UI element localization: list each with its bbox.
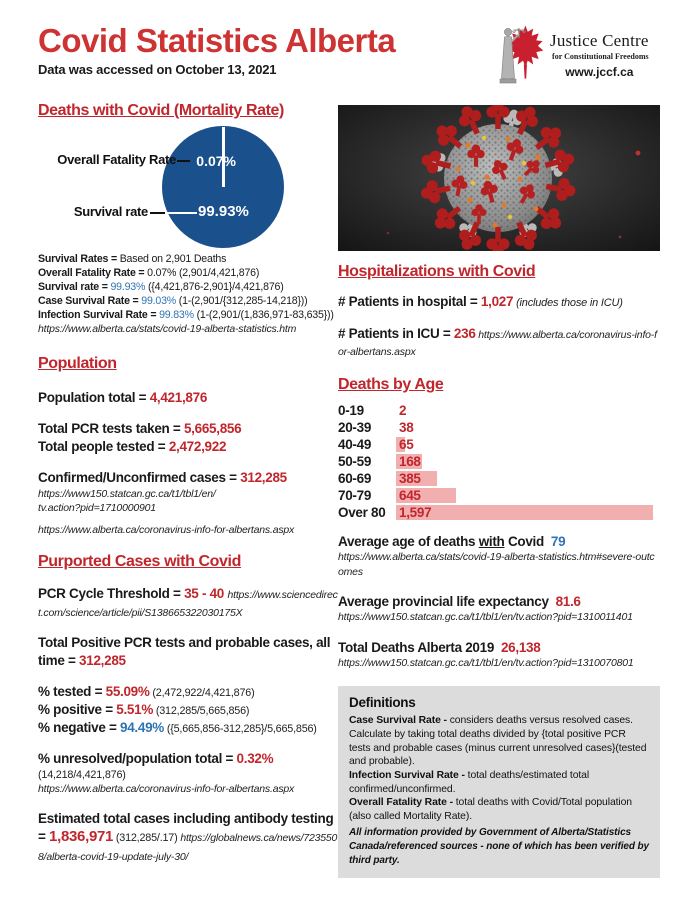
deaths-by-age-chart xyxy=(338,402,660,521)
stat-patients-hospital: # Patients in hospital = 1,027 (includes those in ICU) xyxy=(338,294,623,309)
stat-life-expectancy: Average provincial life expectancy 81.6 https://www150.statcan.gc.ca/t1/tbl1/en/tv.action?pid=1310011401 xyxy=(338,593,660,625)
logo-org-tagline: for Constitutional Freedoms xyxy=(552,52,649,61)
stat-patients-icu: # Patients in ICU = 236 https://www.alberta.ca/coronavirus-info-for-albertans.aspx xyxy=(338,325,657,359)
section-heading-deaths-by-age: Deaths by Age xyxy=(338,375,444,393)
source-url: https://www.sciencedirect.com/science/article/pii/S138665322030175X xyxy=(38,589,338,619)
maple-leaf-lady-justice-icon xyxy=(492,22,548,88)
unresolved-detail: (14,218/4,421,876) xyxy=(38,768,126,781)
definitions-title: Definitions xyxy=(349,695,416,711)
definition-entry: Overall Fatality Rate - total deaths with Covid/Total population (also called Mortality Rate). xyxy=(349,797,632,823)
survival-rates-notes xyxy=(38,252,338,337)
section-heading-population: Population xyxy=(38,354,117,372)
section-heading-hospitalizations: Hospitalizations with Covid xyxy=(338,263,536,280)
definitions-box xyxy=(338,686,660,878)
stat-total-positive: Total Positive PCR tests and probable cases, all time = 312,285 xyxy=(38,635,331,668)
source-url: https://globalnews.ca/news/7235508/alberta-covid-19-update-july-30/ xyxy=(38,832,338,863)
age-row: 50-59 168 xyxy=(338,453,421,469)
note-line: Infection Survival Rate = 99.83% (1-(2,901/(1,836,971-83,635})) xyxy=(38,309,334,322)
left-column xyxy=(38,102,338,864)
right-column xyxy=(338,105,660,878)
age-bar xyxy=(396,505,653,520)
source-url: https://www150.statcan.gc.ca/t1/tbl1/en/ tv.action?pid=1710000901 xyxy=(38,487,216,514)
leader-line-survival-inner xyxy=(167,212,197,214)
note-line: Survival rate = 99.93% ({4,421,876-2,901}/4,421,876) xyxy=(38,281,284,294)
logo-website: www.jccf.ca xyxy=(565,65,634,79)
note-line: Case Survival Rate = 99.03% (1-(2,901/{312,285-14,218})) xyxy=(38,295,308,308)
age-row: 60-69 385 xyxy=(338,470,660,487)
age-row: 70-79 645 xyxy=(338,487,660,504)
source-url: https://www.alberta.ca/coronavirus-info-for-albertans.aspx xyxy=(338,328,657,359)
source-url: https://www.alberta.ca/stats/covid-19-alberta-statistics.htm#severe-outcomes xyxy=(338,551,655,578)
section-heading-purported: Purported Cases with Covid xyxy=(38,553,241,571)
stat-pcr-threshold: PCR Cycle Threshold = 35 - 40 https://www.sciencedirect.com/science/article/pii/S138665322030175X xyxy=(38,586,338,619)
source-url: https://www.alberta.ca/coronavirus-info-for-albertans.aspx xyxy=(38,524,295,537)
age-row: Over 80 1,597 xyxy=(338,504,660,521)
logo-org-name: Justice Centre xyxy=(550,31,649,50)
stat-people-tested: Total people tested = 2,472,922 xyxy=(38,438,227,454)
source-url: https://www150.statcan.gc.ca/t1/tbl1/en/tv.action?pid=1310011401 xyxy=(338,611,633,624)
age-row: 0-19 2 xyxy=(338,402,407,418)
stat-avg-age-deaths: Average age of deaths with Covid 79 https://www.alberta.ca/stats/covid-19-alberta-statistics.htm#severe-outcomes xyxy=(338,533,660,579)
definitions-disclaimer: All information provided by Government of Alberta/Statistics Canada/referenced sources - none of which has been verified by third party. xyxy=(349,826,650,866)
definition-entry: Infection Survival Rate - total deaths/estimated total confirmed/unconfirmed. xyxy=(349,770,590,795)
stat-unresolved: % unresolved/population total = 0.32% (14,218/4,421,876) https://www.alberta.ca/coronavirus-info-for-albertans.aspx xyxy=(38,750,338,796)
pie-label-survival: Survival rate xyxy=(73,204,148,219)
pie-value-survival: 99.93% xyxy=(198,203,249,220)
stat-confirmed-cases: Confirmed/Unconfirmed cases = 312,285 xyxy=(38,470,287,486)
pie-value-fatality: 0.07% xyxy=(196,153,236,169)
stat-pct-negative: % negative = 94.49% ({5,665,856-312,285}/5,665,856) xyxy=(38,719,317,735)
stat-total-deaths-2019: Total Deaths Alberta 2019 26,138 https://www150.statcan.gc.ca/t1/tbl1/en/tv.action?pid=1310070801 xyxy=(338,639,660,671)
note-line: Overall Fatality Rate = 0.07% (2,901/4,421,876) xyxy=(38,267,260,280)
page-title: Covid Statistics Alberta xyxy=(38,22,396,59)
stat-population-total: Population total = 4,421,876 xyxy=(38,389,208,405)
jccf-logo xyxy=(492,22,664,88)
stat-pct-tested: % tested = 55.09% (2,472,922/4,421,876) xyxy=(38,684,255,700)
hospital-note: (includes those in ICU) xyxy=(513,297,623,309)
leader-line-survival xyxy=(150,212,165,214)
age-row: 40-49 65 xyxy=(338,436,414,452)
source-url: https://www150.statcan.gc.ca/t1/tbl1/en/tv.action?pid=1310070801 xyxy=(338,657,634,670)
age-row: 20-39 38 xyxy=(338,419,414,435)
stat-pct-positive: % positive = 5.51% (312,285/5,665,856) xyxy=(38,702,250,717)
accessed-date: Data was accessed on October 13, 2021 xyxy=(38,62,277,77)
section-heading-mortality: Deaths with Covid (Mortality Rate) xyxy=(38,102,284,119)
source-url: https://www.alberta.ca/coronavirus-info-for-albertans.aspx xyxy=(38,782,295,795)
note-line: Survival Rates = Based on 2,901 Deaths xyxy=(38,253,227,265)
source-url: https://www.alberta.ca/stats/covid-19-alberta-statistics.htm xyxy=(38,323,297,336)
pie-label-fatality: Overall Fatality Rate xyxy=(57,152,176,167)
stat-pcr-tests: Total PCR tests taken = 5,665,856 xyxy=(38,421,242,437)
coronavirus-image xyxy=(338,105,660,251)
mortality-pie-chart xyxy=(38,126,338,250)
definition-entry: Case Survival Rate - considers deaths versus resolved cases. Calculate by taking total deaths divided by {total positive PCR tests and probable cases (minus current unresolved cases}(tested and probable). xyxy=(349,715,647,768)
stat-estimated-total: Estimated total cases including antibody testing = 1,836,971 (312,285/.17) https://globalnews.ca/news/7235508/alberta-covid-19-update-july-30/ xyxy=(38,810,338,863)
